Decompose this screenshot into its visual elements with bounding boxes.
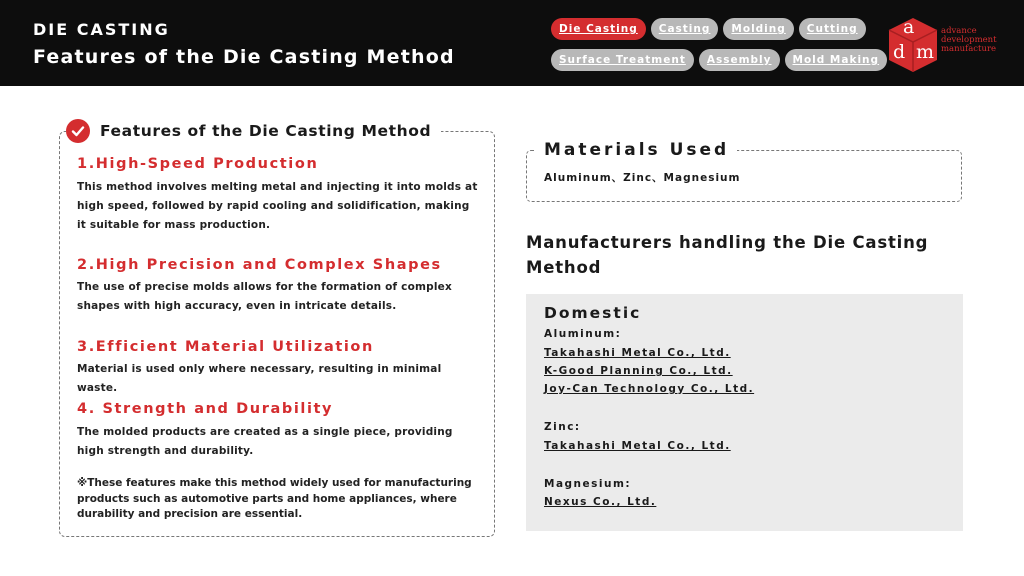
process-nav: [551, 18, 881, 80]
nav-row-1: [551, 18, 881, 40]
feature-body-1: This method involves melting metal and injecting it into molds at high speed, followed by rapid cooling and solidification, making it suitable for mass production.: [77, 181, 478, 231]
nav-pill-surface-treatment[interactable]: Surface Treatment: [551, 49, 694, 71]
company-link[interactable]: Takahashi Metal Co., Ltd.: [544, 347, 731, 359]
logo-letter-a: a: [903, 16, 915, 38]
feature-title-4: 4. Strength and Durability: [77, 401, 334, 417]
group-label-zinc: Zinc:: [544, 421, 581, 433]
group-label-aluminum: Aluminum:: [544, 328, 622, 340]
feature-title-1: 1.High-Speed Production: [77, 156, 319, 172]
logo-line-development: development: [941, 35, 997, 45]
nav-pill-assembly[interactable]: Assembly: [699, 49, 780, 71]
page-category: DIE CASTING: [33, 20, 170, 39]
nav-pill-mold-making[interactable]: Mold Making: [785, 49, 888, 71]
materials-list: Aluminum、Zinc、Magnesium: [544, 172, 741, 184]
logo-letter-d: d: [893, 41, 906, 63]
company-link[interactable]: Joy-Can Technology Co., Ltd.: [544, 383, 755, 395]
nav-pill-molding[interactable]: Molding: [723, 18, 793, 40]
page-title: Features of the Die Casting Method: [33, 46, 455, 68]
features-heading-text: Features of the Die Casting Method: [100, 122, 432, 140]
feature-title-3: 3.Efficient Material Utilization: [77, 339, 374, 355]
features-heading: [66, 118, 441, 144]
nav-row-2: [551, 49, 881, 71]
nav-pill-cutting[interactable]: Cutting: [799, 18, 866, 40]
company-link[interactable]: Takahashi Metal Co., Ltd.: [544, 440, 731, 452]
feature-title-2: 2.High Precision and Complex Shapes: [77, 257, 442, 273]
logo-wordmark: [941, 27, 997, 54]
logo-line-advance: advance: [941, 26, 977, 36]
feature-body-4: The molded products are created as a single piece, providing high strength and durability.: [77, 426, 453, 457]
company-link[interactable]: Nexus Co., Ltd.: [544, 496, 657, 508]
domestic-panel: [526, 294, 963, 531]
logo-line-manufacture: manufacture: [941, 44, 997, 54]
header-bar: [0, 0, 1024, 86]
group-label-magnesium: Magnesium:: [544, 478, 632, 490]
manufacturers-title: Manufacturers handling the Die Casting Method: [526, 233, 929, 277]
logo-letter-m: m: [916, 41, 935, 63]
features-note: ※These features make this method widely used for manufacturing products such as automotive parts and home appliances, where durability and precision are essential.: [77, 477, 472, 520]
nav-pill-casting[interactable]: Casting: [651, 18, 719, 40]
check-icon: [66, 119, 90, 143]
feature-body-3: Material is used only where necessary, resulting in minimal waste.: [77, 363, 442, 394]
nav-pill-die-casting[interactable]: Die Casting: [551, 18, 646, 40]
feature-body-2: The use of precise molds allows for the formation of complex shapes with high accuracy, even in intricate details.: [77, 281, 452, 312]
materials-title: Materials Used: [536, 140, 737, 160]
adm-logo[interactable]: [887, 16, 1007, 74]
company-link[interactable]: K-Good Planning Co., Ltd.: [544, 365, 733, 377]
domestic-title: Domestic: [544, 304, 642, 322]
